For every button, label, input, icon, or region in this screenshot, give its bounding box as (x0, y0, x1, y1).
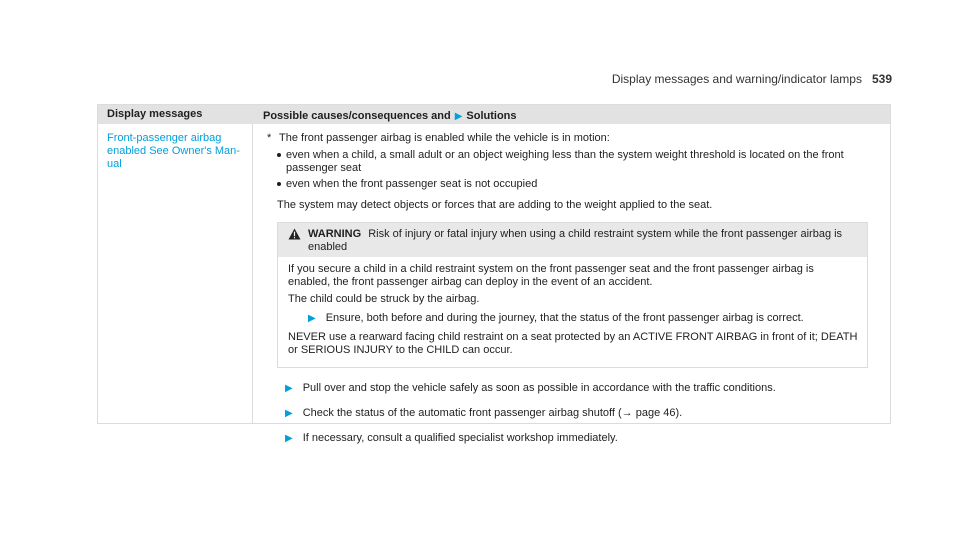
note-mark: * (267, 132, 272, 144)
solution-step-text: Pull over and stop the vehicle safely as soon as possible in accordance with the traffic conditions. (302, 382, 776, 394)
warning-step (308, 312, 859, 325)
step-arrow-icon: ▶ (308, 313, 316, 324)
display-message-text: Front-passenger airbag enabled See Owner's Man-ual (98, 124, 253, 423)
list-item: even when the front passenger seat is not occupied (277, 178, 880, 191)
detect-paragraph: The system may detect objects or forces that are adding to the weight applied to the seat. (277, 199, 713, 211)
warning-label: WARNING (308, 228, 362, 240)
solution-step-text: If necessary, consult a qualified specialist workshop immediately. (302, 432, 618, 444)
warning-paragraph: NEVER use a rearward facing child restraint on a seat protected by an ACTIVE FRONT AIRBAG in front of it; DEATH or SERIOUS INJURY to the CHILD can occur. (288, 331, 858, 356)
col-header-display-messages: Display messages (98, 105, 253, 124)
col-header-solutions-label: Solutions (466, 109, 517, 122)
warning-paragraph: The child could be struck by the airbag. (288, 293, 480, 305)
solution-step-text: Check the status of the automatic front passenger airbag shutoff (→ page 46). (302, 407, 683, 419)
warning-box (277, 222, 868, 368)
page-header (612, 72, 892, 86)
triangle-arrow-icon: ▶ (454, 110, 463, 122)
step-arrow-icon: ▶ (285, 433, 293, 444)
col-header-causes-label: Possible causes/consequences and (263, 109, 451, 122)
solution-step (285, 407, 880, 420)
note-text: The front passenger airbag is enabled while the vehicle is in motion: (279, 132, 610, 144)
note (267, 132, 880, 145)
solution-steps (285, 382, 880, 445)
list-item: even when a child, a small adult or an object weighing less than the system weight threshold is located on the front passenger seat (277, 149, 880, 175)
step-arrow-icon: ▶ (285, 408, 293, 419)
display-messages-table (97, 104, 891, 444)
solution-step (285, 432, 880, 445)
bullet-list (277, 149, 880, 191)
warning-title: Risk of injury or fatal injury when using a child restraint system while the front passenger airbag is enabled (308, 228, 843, 253)
warning-header (278, 223, 867, 257)
warning-paragraph: If you secure a child in a child restraint system on the front passenger seat and the front passenger airbag is enabled, the front passenger airbag can deploy in the event of an accident. (288, 263, 814, 288)
step-arrow-icon: ▶ (285, 383, 293, 394)
page-number: 539 (871, 72, 892, 86)
col-header-causes (253, 105, 890, 124)
table-row (98, 124, 890, 444)
warning-triangle-icon (288, 228, 302, 254)
warning-title-wrap (308, 228, 859, 254)
warning-body (278, 257, 867, 367)
table-header (98, 105, 890, 124)
solution-step (285, 382, 880, 395)
warning-step-text: Ensure, both before and during the journey, that the status of the front passenger airbag is correct. (325, 312, 804, 324)
section-title: Display messages and warning/indicator lamps (611, 72, 862, 86)
causes-solutions-cell (253, 124, 890, 444)
